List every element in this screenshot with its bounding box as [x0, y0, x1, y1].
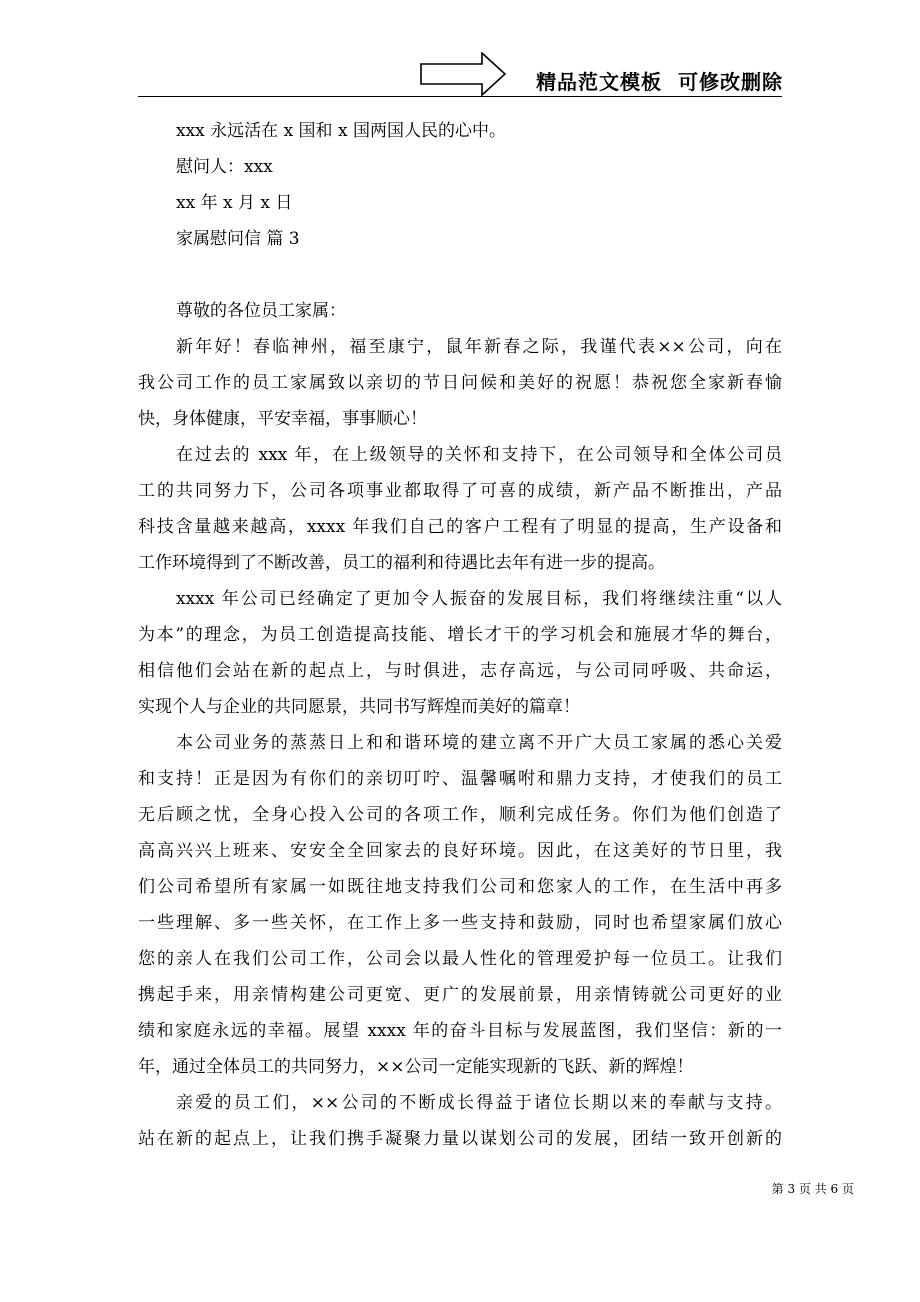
- paragraph-line: 无后顾之忧，全身心投入公司的各项工作，顺利完成任务。你们为他们创造了: [138, 805, 782, 825]
- closing-line-3: xx 年 x 月 x 日: [176, 193, 293, 213]
- paragraph-3: [138, 581, 782, 725]
- paragraph-line: 新年好！春临神州，福至康宁，鼠年新春之际，我谨代表××公司，向在: [176, 337, 782, 357]
- paragraph-line: 您的亲人在我们公司工作，公司会以最人性化的管理爱护每一位员工。让我们: [138, 949, 782, 969]
- paragraph-4: [138, 725, 782, 1085]
- paragraph-line: 实现个人与企业的共同愿景，共同书写辉煌而美好的篇章！: [138, 697, 580, 717]
- header-divider: [138, 96, 782, 97]
- paragraph-line: 绩和家庭永远的幸福。展望 xxxx 年的奋斗目标与发展蓝图，我们坚信：新的一: [138, 1021, 782, 1041]
- paragraph-line: 为本”的理念，为员工创造提高技能、增长才干的学习机会和施展才华的舞台，: [138, 625, 782, 645]
- paragraph-1: [138, 329, 782, 437]
- paragraph-line: 我公司工作的员工家属致以亲切的节日问候和美好的祝愿！恭祝您全家新春愉: [138, 373, 782, 393]
- paragraph-line: 相信他们会站在新的起点上，与时俱进，志存高远，与公司同呼吸、共命运，: [138, 661, 782, 681]
- paragraph-line: 工作环境得到了不断改善，员工的福利和待遇比去年有进一步的提高。: [138, 553, 665, 573]
- letter-body: [138, 113, 782, 1157]
- paragraph-line: 高高兴兴上班来、安安全全回家去的良好环境。因此，在这美好的节日里，我: [138, 841, 782, 861]
- paragraph-2: [138, 437, 782, 581]
- paragraph-line: xxxx 年公司已经确定了更加令人振奋的发展目标，我们将继续注重“以人: [176, 589, 782, 609]
- paragraph-line: 科技含量越来越高，xxxx 年我们自己的客户工程有了明显的提高，生产设备和: [138, 517, 782, 537]
- paragraph-line: 们公司希望所有家属一如既往地支持我们公司和您家人的工作，在生活中再多: [138, 877, 782, 897]
- paragraph-line: 站在新的起点上，让我们携手凝聚力量以谋划公司的发展，团结一致开创新的: [138, 1129, 782, 1149]
- header-title: 精品范文模板 可修改删除: [536, 70, 783, 94]
- paragraph-5: [138, 1085, 782, 1157]
- paragraph-line: 本公司业务的蒸蒸日上和和谐环境的建立离不开广大员工家属的悉心关爱: [176, 733, 782, 753]
- paragraph-line: 亲爱的员工们，××公司的不断成长得益于诸位长期以来的奉献与支持。: [176, 1093, 782, 1113]
- blank-line: [138, 257, 782, 293]
- paragraph-line: 快，身体健康，平安幸福，事事顺心！: [138, 409, 427, 429]
- closing-line-1: xxx 永远活在 x 国和 x 国两国人民的心中。: [176, 121, 506, 141]
- salutation: 尊敬的各位员工家属：: [176, 301, 346, 321]
- closing-line-2: 慰问人：xxx: [176, 157, 273, 177]
- paragraph-line: 和支持！正是因为有你们的亲切叮咛、温馨嘱咐和鼎力支持，才使我们的员工: [138, 769, 782, 789]
- paragraph-line: 携起手来，用亲情构建公司更宽、更广的发展前景，用亲情铸就公司更好的业: [138, 985, 782, 1005]
- section-heading: 家属慰问信 篇 3: [176, 229, 300, 249]
- right-arrow-outline-icon: [420, 52, 506, 96]
- paragraph-line: 年，通过全体员工的共同努力，××公司一定能实现新的飞跃、新的辉煌！: [138, 1057, 694, 1077]
- paragraph-line: 一些理解、多一些关怀，在工作上多一些支持和鼓励，同时也希望家属们放心: [138, 913, 782, 933]
- paragraph-line: 工的共同努力下，公司各项事业都取得了可喜的成绩，新产品不断推出，产品: [138, 481, 782, 501]
- page-number: 第 3 页 共 6 页: [771, 1182, 854, 1196]
- paragraph-line: 在过去的 xxx 年，在上级领导的关怀和支持下，在公司领导和全体公司员: [176, 445, 782, 465]
